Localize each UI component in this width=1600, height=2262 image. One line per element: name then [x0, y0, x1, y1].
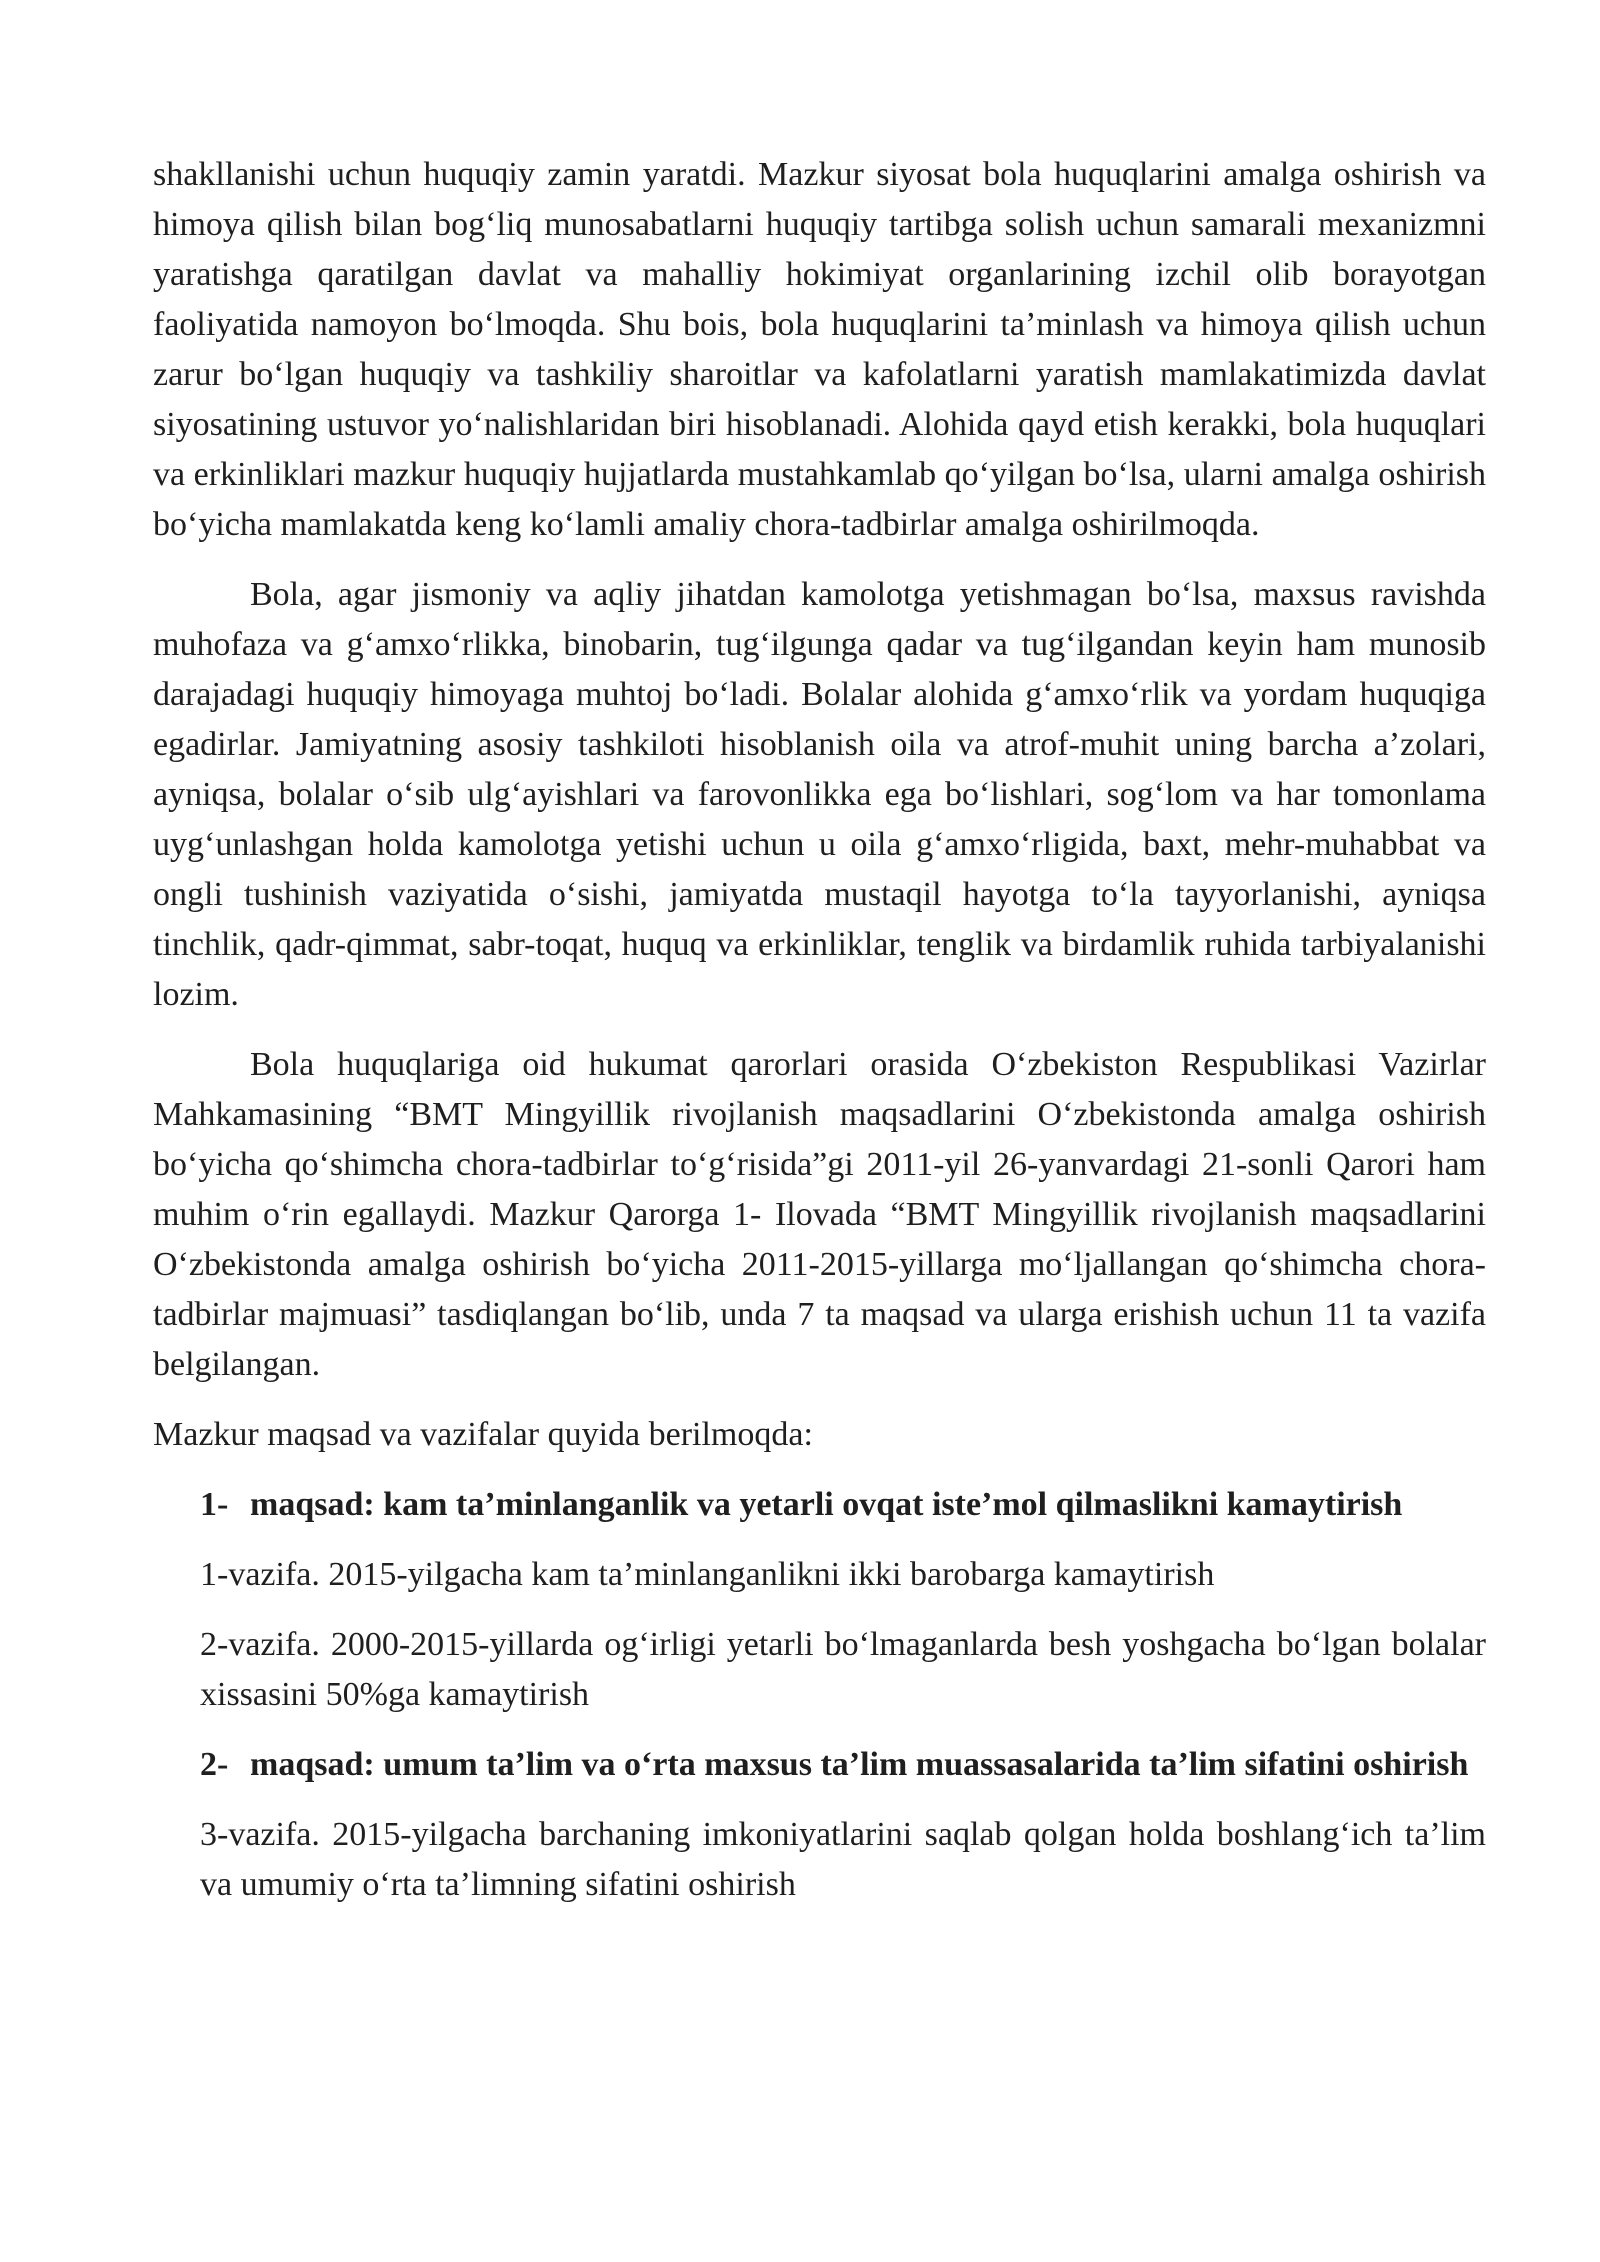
paragraph-child-protection: Bola, agar jismoniy va aqliy jihatdan kamolotga yetishmagan bo‘lsa, maxsus ravishda muhofaza va g‘amxo‘rlikka, binobarin, tug‘ilgunga qadar va tug‘ilgandan keyin ham munosib darajadagi huquqiy himoyaga muhtoj bo‘ladi. Bolalar alohida g‘amxo‘rlik va yordam huquqiga egadirlar. Jamiyatning asosiy tashkiloti hisoblanish oila va atrof-muhit uning barcha a’zolari, ayniqsa, bolalar o‘sib ulg‘ayishlari va farovonlikka ega bo‘lishlari, sog‘lom va har tomonlama uyg‘unlashgan holda kamolotga yetishi uchun u oila g‘amxo‘rligida, baxt, mehr-muhabbat va ongli tushinish vaziyatida o‘sishi, jamiyatda mustaqil hayotga to‘la tayyorlanishi, ayniqsa tinchlik, qadr-qimmat, sabr-toqat, huquq va erkinliklar, tenglik va birdamlik ruhida tarbiyalanishi lozim. [153, 576, 1486, 1013]
goal-number: 2- [200, 1746, 229, 1783]
task-item: 3-vazifa. 2015-yilgacha barchaning imkoniyatlarini saqlab qolgan holda boshlang‘ich ta’lim va umumiy o‘rta ta’limning sifatini oshirish [200, 1816, 1486, 1903]
task-item: 2-vazifa. 2000-2015-yillarda og‘irligi yetarli bo‘lmaganlarda besh yoshgacha bo‘lgan bolalar xissasini 50%ga kamaytirish [200, 1626, 1486, 1713]
paragraph-government-decision: Bola huquqlariga oid hukumat qarorlari orasida O‘zbekiston Respublikasi Vazirlar Mahkamasining “BMT Mingyillik rivojlanish maqsadlarini O‘zbekistonda amalga oshirish bo‘yicha qo‘shimcha chora-tadbirlar to‘g‘risida”gi 2011-yil 26-yanvardagi 21-sonli Qarori ham muhim o‘rin egallaydi. Mazkur Qarorga 1- Ilovada “BMT Mingyillik rivojlanish maqsadlarini O‘zbekistonda amalga oshirish bo‘yicha 2011-2015-yillarga mo‘ljallangan qo‘shimcha chora-tadbirlar majmuasi” tasdiqlangan bo‘lib, unda 7 ta maqsad va ularga erishish uchun 11 ta vazifa belgilangan. [153, 1046, 1486, 1383]
paragraph-continuation: shakllanishi uchun huquqiy zamin yaratdi. Mazkur siyosat bola huquqlarini amalga oshirish va himoya qilish bilan bog‘liq munosabatlarni huquqiy tartibga solish uchun samarali mexanizmni yaratishga qaratilgan davlat va mahalliy hokimiyat organlarining izchil olib borayotgan faoliyatida namoyon bo‘lmoqda. Shu bois, bola huquqlarini ta’minlash va himoya qilish uchun zarur bo‘lgan huquqiy va tashkiliy sharoitlar va kafolatlarni yaratish mamlakatimizda davlat siyosatining ustuvor yo‘nalishlaridan biri hisoblanadi. Alohida qayd etish kerakki, bola huquqlari va erkinliklari mazkur huquqiy hujjatlarda mustahkamlab qo‘yilgan bo‘lsa, ularni amalga oshirish bo‘yicha mamlakatda keng ko‘lamli amaliy chora-tadbirlar amalga oshirilmoqda. [153, 156, 1486, 543]
goal-number: 1- [200, 1486, 229, 1523]
goal-title: maqsad: umum ta’lim va o‘rta maxsus ta’lim muassasalarida ta’lim sifatini oshirish [250, 1746, 1469, 1783]
document-page [153, 150, 1486, 1930]
goal-heading-2 [200, 1740, 1486, 1790]
goal-heading-1 [200, 1480, 1486, 1530]
task-item: 1-vazifa. 2015-yilgacha kam ta’minlanganlikni ikki barobarga kamaytirish [200, 1556, 1215, 1593]
paragraph-intro-list: Mazkur maqsad va vazifalar quyida berilmoqda: [153, 1416, 813, 1453]
goal-title: maqsad: kam ta’minlanganlik va yetarli ovqat iste’mol qilmaslikni kamaytirish [250, 1486, 1403, 1523]
